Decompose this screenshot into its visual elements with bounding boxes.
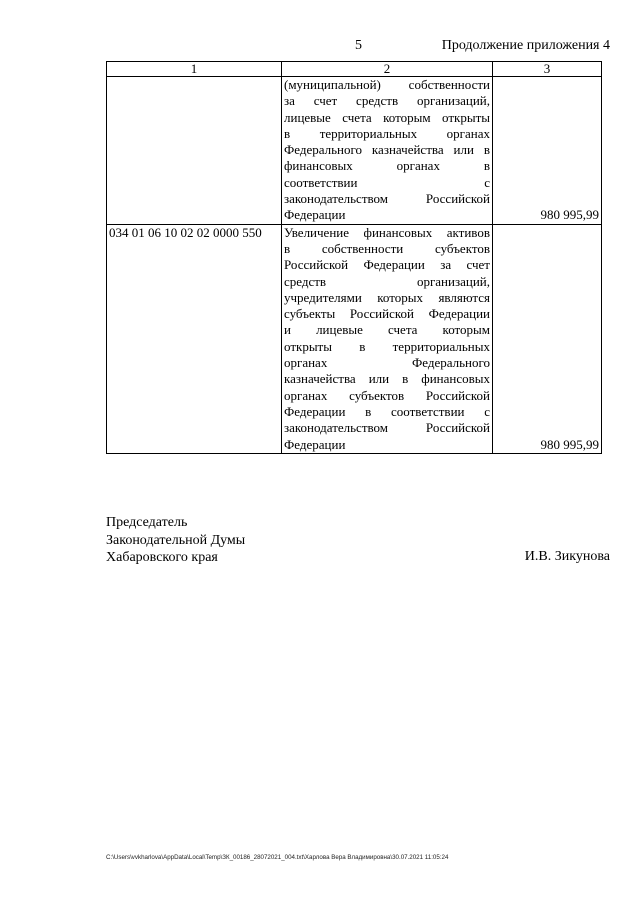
description-line: средств организаций, xyxy=(284,273,490,289)
description-line: лицевые счета которым открыты xyxy=(284,109,490,125)
row-amount: 980 995,99 xyxy=(493,77,602,225)
signature-title-line: Хабаровского края xyxy=(106,550,218,565)
row-code xyxy=(107,77,282,225)
row-amount: 980 995,99 xyxy=(493,224,602,453)
column-header-1: 1 xyxy=(107,62,282,77)
description-line: органах субъектов Российской xyxy=(284,387,490,403)
description-line: открыты в территориальных xyxy=(284,338,490,354)
table-row xyxy=(107,77,602,225)
description-line: финансовых органах в xyxy=(284,158,490,174)
description-line: Российской Федерации за счет xyxy=(284,257,490,273)
description-line: за счет средств организаций, xyxy=(284,93,490,109)
description-line: Федерации в соответствии с xyxy=(284,403,490,419)
description-line: в территориальных органах xyxy=(284,125,490,141)
budget-table xyxy=(106,61,602,454)
description-line: законодательством Российской xyxy=(284,191,490,207)
description-line: учредителями которых являются xyxy=(284,289,490,305)
continuation-note: Продолжение приложения 4 xyxy=(441,38,610,53)
description-line: органах Федерального xyxy=(284,355,490,371)
row-description xyxy=(282,224,493,453)
column-header-2: 2 xyxy=(282,62,493,77)
description-line: субъекты Российской Федерации xyxy=(284,306,490,322)
description-line: Федерации xyxy=(284,436,346,452)
description-line: соответствии с xyxy=(284,174,490,190)
row-description xyxy=(282,77,493,225)
signature-title-line: Законодательной Думы xyxy=(106,532,246,548)
description-line: казначейства или в финансовых xyxy=(284,371,490,387)
table-row xyxy=(107,224,602,453)
description-line: Федерального казначейства или в xyxy=(284,142,490,158)
footer-file-path: C:\Users\vvkharlova\AppData\Local\Temp\ЗК_00186_28072021_004.txt\Харлова Вера Владимировна\30.07.2021 11:05:24 xyxy=(106,854,449,861)
signature-title xyxy=(106,514,245,567)
signature-title-line: Председатель xyxy=(106,515,188,530)
row-code: 034 01 06 10 02 02 0000 550 xyxy=(107,224,282,453)
column-header-3: 3 xyxy=(493,62,602,77)
page-number: 5 xyxy=(355,38,362,53)
table-header-row xyxy=(107,62,602,77)
description-line: Федерации xyxy=(284,207,346,223)
description-line: в собственности субъектов xyxy=(284,240,490,256)
description-line: и лицевые счета которым xyxy=(284,322,490,338)
description-line: (муниципальной) собственности xyxy=(284,77,490,92)
signer-name: И.В. Зикунова xyxy=(524,549,610,564)
description-line: законодательством Российской xyxy=(284,420,490,436)
description-line: Увеличение финансовых активов xyxy=(284,224,490,240)
